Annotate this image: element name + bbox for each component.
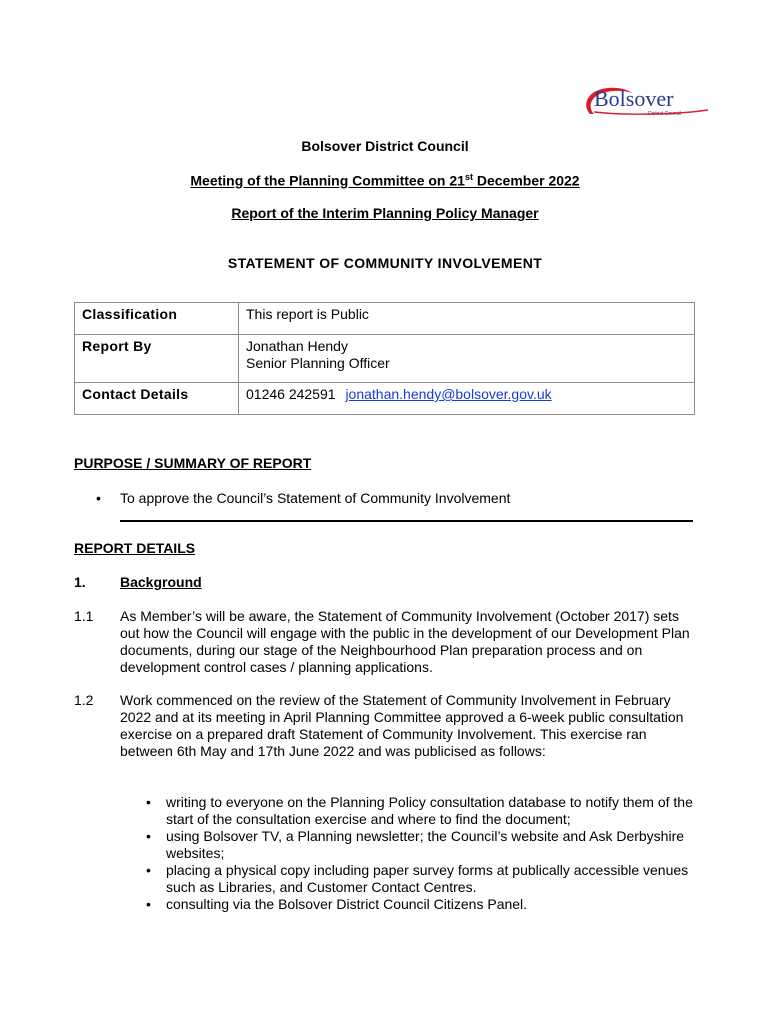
purpose-bullet-marker: • [96, 490, 101, 506]
table-row [75, 335, 695, 383]
list-item: • using Bolsover TV, a Planning newsletter; the Council’s website and Ask Derbyshire websites; [146, 828, 706, 862]
table-row [75, 303, 695, 335]
paragraph-1-2: Work commenced on the review of the Statement of Community Involvement in February 2022 and at its meeting in April Planning Committee approved a 6-week public consultation exercise on a prepared draft Statement of Community Involvement. This exercise ran between 6th May and 17th June 2022 and was publicised as follows: [120, 692, 684, 759]
logo-subtext: District Council [648, 111, 682, 117]
meeting-line [0, 172, 770, 189]
meeting-suffix: December 2022 [472, 172, 580, 189]
section-title: Background [120, 574, 202, 590]
contact-phone: 01246 242591 [246, 386, 336, 402]
table-row [75, 383, 695, 415]
report-by-role: Senior Planning Officer [246, 355, 390, 371]
paragraph-number-1-2: 1.2 [74, 692, 94, 708]
meeting-sup: st [464, 172, 473, 182]
report-details-heading: REPORT DETAILS [74, 540, 196, 556]
report-by-name: Jonathan Hendy [246, 338, 348, 354]
report-by-value [239, 335, 695, 383]
list-item: • writing to everyone on the Planning Policy consultation database to notify them of the start of the consultation exercise and where to find the document; [146, 794, 706, 828]
contact-email-link[interactable]: jonathan.hendy@bolsover.gov.uk [345, 386, 552, 402]
meeting-prefix: Meeting of the Planning Committee on 21 [190, 172, 465, 189]
purpose-heading: PURPOSE / SUMMARY OF REPORT [74, 455, 312, 471]
purpose-bullet: To approve the Council’s Statement of Community Involvement [120, 490, 511, 506]
paragraph-1-1: As Member’s will be aware, the Statement of Community Involvement (October 2017) sets out how the Council will engage with the public in the development of our Development Plan documents, during our stage of the Neighbourhood Plan preparation process and on development control cases / planning applications. [120, 608, 690, 675]
contact-label: Contact Details [75, 383, 239, 415]
report-of: Report of the Interim Planning Policy Manager [231, 205, 539, 221]
list-item: • placing a physical copy including paper survey forms at publically accessible venues such as Libraries, and Customer Contact Centres. [146, 862, 706, 896]
section-number: 1. [74, 574, 86, 590]
paragraph-number-1-1: 1.1 [74, 608, 94, 624]
logo-text: Bolsover [594, 86, 674, 111]
classification-value: This report is Public [239, 303, 695, 335]
list-item: • consulting via the Bolsover District Council Citizens Panel. [146, 896, 706, 913]
report-title: STATEMENT OF COMMUNITY INVOLVEMENT [227, 255, 543, 271]
council-logo [580, 84, 712, 120]
classification-label: Classification [75, 303, 239, 335]
contact-value [239, 383, 695, 415]
report-by-label: Report By [75, 335, 239, 383]
info-table [74, 302, 695, 415]
divider-line [120, 520, 693, 522]
publicity-list [146, 794, 706, 913]
council-name: Bolsover District Council [301, 138, 469, 154]
